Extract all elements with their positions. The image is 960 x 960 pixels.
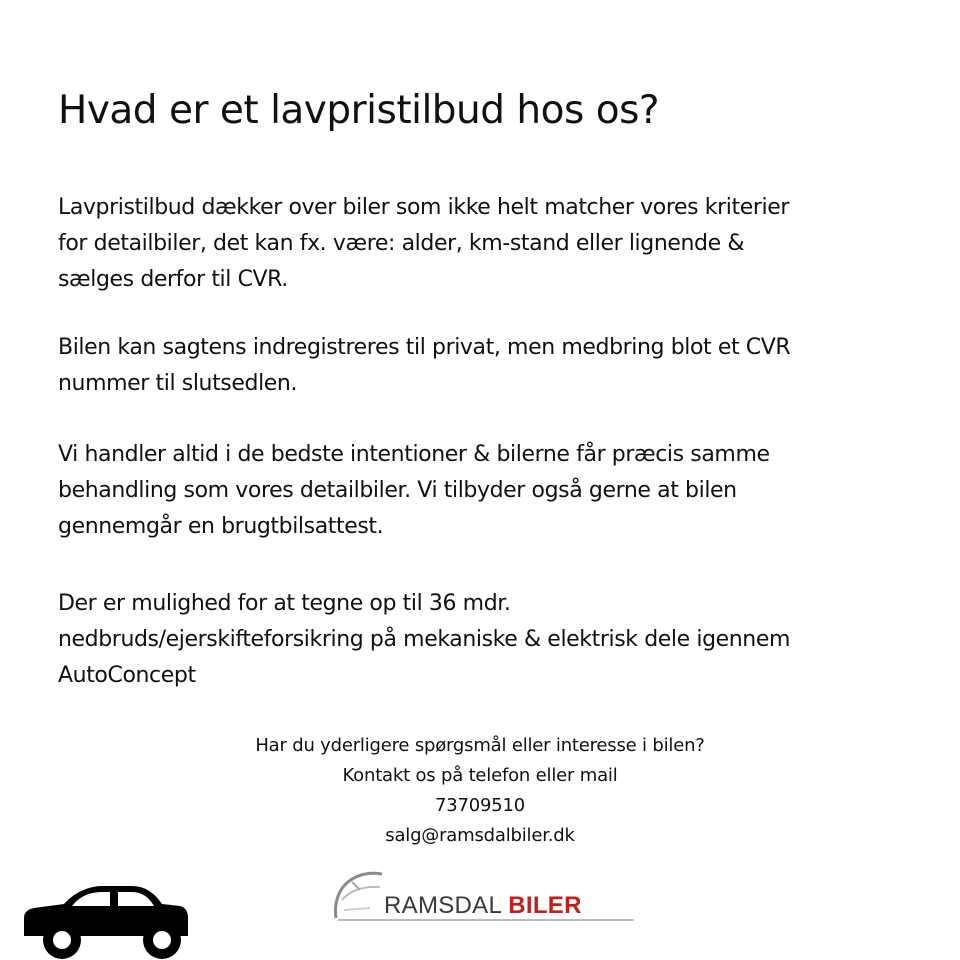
paragraph-line: Bilen kan sagtens indregistreres til privat, men medbring blot et CVR bbox=[58, 335, 791, 360]
contact-phone[interactable]: 73709510 bbox=[434, 795, 526, 816]
contact-email[interactable]: salg@ramsdalbiler.dk bbox=[385, 825, 575, 846]
logo-word-biler: BILER bbox=[508, 892, 582, 919]
paragraph-line: behandling som vores detailbiler. Vi tilbyder også gerne at bilen bbox=[58, 478, 737, 503]
ramsdal-biler-logo bbox=[330, 860, 640, 930]
contact-block bbox=[180, 731, 780, 851]
page-title: Hvad er et lavpristilbud hos os? bbox=[58, 88, 660, 133]
contact-cta: Kontakt os på telefon eller mail bbox=[342, 765, 618, 786]
contact-question: Har du yderligere spørgsmål eller interesse i bilen? bbox=[255, 735, 705, 756]
paragraph-line: sælges derfor til CVR. bbox=[58, 267, 288, 292]
paragraph-intentions bbox=[58, 437, 918, 545]
paragraph-registration bbox=[58, 330, 918, 402]
paragraph-line: gennemgår en brugtbilsattest. bbox=[58, 514, 384, 539]
paragraph-line: nedbruds/ejerskifteforsikring på mekaniske & elektrisk dele igennem bbox=[58, 627, 791, 652]
paragraph-line: nummer til slutsedlen. bbox=[58, 371, 298, 396]
logo-word-ramsdal: RAMSDAL bbox=[384, 892, 502, 919]
paragraph-line: Der er mulighed for at tegne op til 36 mdr. bbox=[58, 591, 511, 616]
paragraph-line: Vi handler altid i de bedste intentioner & bilerne får præcis samme bbox=[58, 442, 770, 467]
paragraph-line: Lavpristilbud dækker over biler som ikke helt matcher vores kriterier bbox=[58, 195, 789, 220]
paragraph-line: for detailbiler, det kan fx. være: alder, km-stand eller lignende & bbox=[58, 231, 745, 256]
paragraph-insurance bbox=[58, 586, 918, 694]
paragraph-line: AutoConcept bbox=[58, 663, 196, 688]
logo-underline bbox=[338, 919, 634, 921]
car-icon bbox=[20, 878, 190, 960]
logo-wordmark bbox=[384, 892, 582, 920]
car-silhouette-logo-icon bbox=[330, 860, 390, 926]
paragraph-intro bbox=[58, 190, 918, 298]
